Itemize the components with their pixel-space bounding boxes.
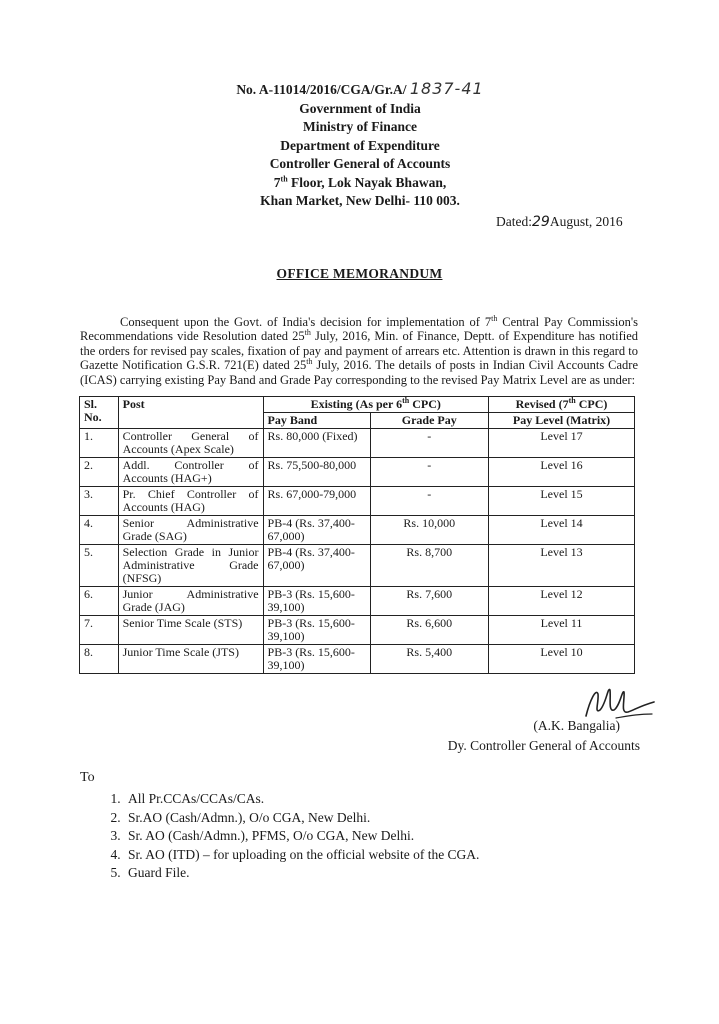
to-label: To [80, 770, 95, 785]
date-day-handwritten: 29 [532, 214, 550, 230]
letterhead-line-ministry: Ministry of Finance [303, 119, 417, 134]
cell-post: Senior Time Scale (STS) [118, 616, 263, 645]
cell-grade-pay: - [370, 429, 489, 458]
cell-post: Junior Administrative Grade (JAG) [118, 587, 263, 616]
cell-pay-band: PB-3 (Rs. 15,600-39,100) [263, 616, 370, 645]
header-sl-no: Sl. No. [80, 397, 119, 429]
cell-sl: 3. [80, 487, 119, 516]
header-existing: Existing (As per 6th CPC) [263, 397, 489, 413]
header-revised: Revised (7th CPC) [489, 397, 635, 413]
cell-grade-pay: - [370, 487, 489, 516]
cell-pay-level: Level 15 [489, 487, 635, 516]
list-item: 2. Sr.AO (Cash/Admn.), O/o CGA, New Delhi. [124, 809, 479, 828]
cell-pay-band: PB-3 (Rs. 15,600-39,100) [263, 645, 370, 674]
reference-number [200, 80, 520, 100]
signatory-name: (A.K. Bangalia) [533, 718, 620, 733]
recipient-list [80, 790, 479, 883]
header-grade-pay: Grade Pay [370, 413, 489, 429]
cell-sl: 4. [80, 516, 119, 545]
table-row [80, 458, 635, 487]
date-month-year: August, 2016 [549, 214, 623, 229]
list-item: 5. Guard File. [124, 864, 479, 883]
letterhead-line-office: Controller General of Accounts [269, 156, 451, 171]
pay-matrix-table [79, 396, 635, 674]
cell-grade-pay: Rs. 5,400 [370, 645, 489, 674]
memorandum-body: Consequent upon the Govt. of India's decision for implementation of 7th Central Pay Commission's Recommendations vide Resolution dated 25th July, 2016, Min. of Finance, Deptt. of Expenditure has notified the orders for revised pay scales, fixation of pay and payment of arrears etc. Attention is drawn in this regard to Gazette Notification G.S.R. 721(E) dated 25th July, 2016. The details of posts in Indian Civil Accounts Cadre (ICAS) carrying existing Pay Band and Grade Pay corresponding to the revised Pay Matrix Level are as under: [80, 313, 638, 387]
letterhead [200, 80, 520, 211]
cell-sl: 7. [80, 616, 119, 645]
header-post: Post [118, 397, 263, 429]
table-row [80, 645, 635, 674]
reference-number-text: No. A-11014/2016/CGA/Gr.A/ [236, 82, 407, 97]
letterhead-line-department: Department of Expenditure [280, 137, 440, 153]
cell-sl: 8. [80, 645, 119, 674]
cell-sl: 5. [80, 545, 119, 587]
table-row [80, 429, 635, 458]
table-row [80, 545, 635, 587]
cell-grade-pay: Rs. 7,600 [370, 587, 489, 616]
cell-pay-level: Level 16 [489, 458, 635, 487]
list-item: 3. Sr. AO (Cash/Admn.), PFMS, O/o CGA, New Delhi. [124, 827, 479, 846]
signatory-designation: Dy. Controller General of Accounts [447, 738, 640, 753]
table-header-row [80, 397, 635, 413]
cell-pay-level: Level 14 [489, 516, 635, 545]
cell-grade-pay: Rs. 10,000 [370, 516, 489, 545]
cell-pay-band: Rs. 80,000 (Fixed) [263, 429, 370, 458]
cell-grade-pay: - [370, 458, 489, 487]
memorandum-title: OFFICE MEMORANDUM [276, 266, 443, 281]
header-pay-level: Pay Level (Matrix) [489, 413, 635, 429]
cell-pay-band: PB-4 (Rs. 37,400-67,000) [263, 545, 370, 587]
cell-post: Selection Grade in Junior Administrative Grade (NFSG) [118, 545, 263, 587]
cell-pay-level: Level 17 [489, 429, 635, 458]
cell-pay-level: Level 13 [489, 545, 635, 587]
cell-sl: 6. [80, 587, 119, 616]
list-item: 1. All Pr.CCAs/CCAs/CAs. [124, 790, 479, 809]
cell-post: Addl. Controller of Accounts (HAG+) [118, 458, 263, 487]
letterhead-address-floor: 7th Floor, Lok Nayak Bhawan, [273, 174, 447, 190]
cell-sl: 2. [80, 458, 119, 487]
letterhead-line-government: Government of India [299, 100, 421, 116]
table-row [80, 616, 635, 645]
cell-grade-pay: Rs. 6,600 [370, 616, 489, 645]
cell-post: Controller General of Accounts (Apex Scale) [118, 429, 263, 458]
cell-sl: 1. [80, 429, 119, 458]
cell-pay-level: Level 12 [489, 587, 635, 616]
header-pay-band: Pay Band [263, 413, 370, 429]
cell-post: Pr. Chief Controller of Accounts (HAG) [118, 487, 263, 516]
cell-grade-pay: Rs. 8,700 [370, 545, 489, 587]
cell-pay-band: PB-4 (Rs. 37,400-67,000) [263, 516, 370, 545]
cell-post: Junior Time Scale (JTS) [118, 645, 263, 674]
cell-pay-level: Level 11 [489, 616, 635, 645]
cell-pay-band: Rs. 75,500-80,000 [263, 458, 370, 487]
signatory-block [420, 716, 640, 756]
cell-post: Senior Administrative Grade (SAG) [118, 516, 263, 545]
table-row [80, 587, 635, 616]
date-label: Dated: [496, 214, 532, 229]
cell-pay-band: Rs. 67,000-79,000 [263, 487, 370, 516]
list-item: 4. Sr. AO (ITD) – for uploading on the official website of the CGA. [124, 846, 479, 865]
handwritten-dispatch-number: 1837-41 [409, 79, 484, 98]
table-row [80, 516, 635, 545]
table-row [80, 487, 635, 516]
cell-pay-level: Level 10 [489, 645, 635, 674]
letterhead-address-city: Khan Market, New Delhi- 110 003. [260, 193, 460, 208]
date-line [496, 214, 623, 230]
cell-pay-band: PB-3 (Rs. 15,600-39,100) [263, 587, 370, 616]
